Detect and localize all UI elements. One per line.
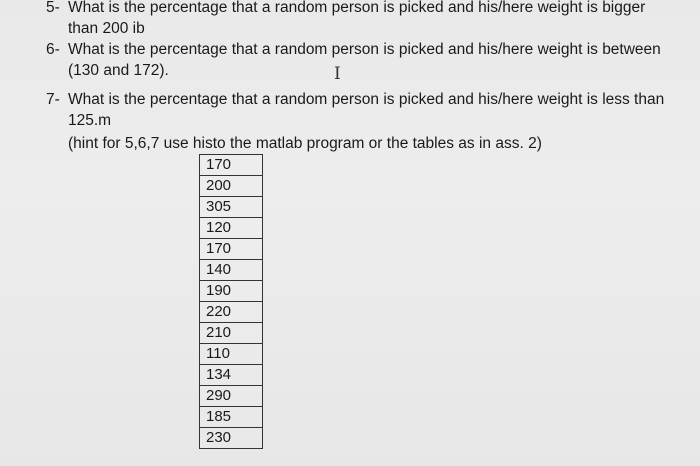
table-row <box>200 386 263 407</box>
table-row <box>200 176 263 197</box>
question-6-text-line1: What is the percentage that a random person is picked and his/here weight is between <box>68 41 661 58</box>
table-row <box>200 218 263 239</box>
question-7-text-line2: 125.m <box>68 112 112 129</box>
weight-cell: 185 <box>200 407 263 428</box>
table-row <box>200 197 263 218</box>
weight-cell: 134 <box>200 365 263 386</box>
table-row <box>200 302 263 323</box>
weight-cell: 230 <box>200 428 263 449</box>
table-row <box>200 407 263 428</box>
question-5-text-line1: What is the percentage that a random person is picked and his/here weight is bigger <box>68 0 646 16</box>
question-7 <box>46 89 686 131</box>
weight-cell: 120 <box>200 218 263 239</box>
weight-cell: 170 <box>200 239 263 260</box>
table-row <box>200 344 263 365</box>
question-6-number: 6- <box>46 41 60 58</box>
weight-cell: 210 <box>200 323 263 344</box>
question-5-text-line2: than 200 ib <box>68 20 145 37</box>
question-6 <box>46 39 686 81</box>
question-7-text-line1: What is the percentage that a random person is picked and his/here weight is less than <box>68 91 665 108</box>
weight-cell: 305 <box>200 197 263 218</box>
weights-table <box>199 154 263 449</box>
table-row <box>200 365 263 386</box>
weight-cell: 170 <box>200 155 263 176</box>
table-row <box>200 281 263 302</box>
table-row <box>200 428 263 449</box>
question-6-text-line2: (130 and 172). <box>68 62 169 79</box>
weight-cell: 200 <box>200 176 263 197</box>
weight-cell: 290 <box>200 386 263 407</box>
table-row <box>200 323 263 344</box>
hint-text: (hint for 5,6,7 use histo the matlab program or the tables as in ass. 2) <box>68 135 542 152</box>
question-7-number: 7- <box>46 91 60 108</box>
weight-cell: 110 <box>200 344 263 365</box>
table-row <box>200 239 263 260</box>
weight-cell: 220 <box>200 302 263 323</box>
question-5-number: 5- <box>46 0 60 16</box>
weight-cell: 140 <box>200 260 263 281</box>
question-5 <box>46 0 686 39</box>
text-cursor-icon: I <box>334 64 341 84</box>
weight-cell: 190 <box>200 281 263 302</box>
table-row <box>200 260 263 281</box>
table-row <box>200 155 263 176</box>
